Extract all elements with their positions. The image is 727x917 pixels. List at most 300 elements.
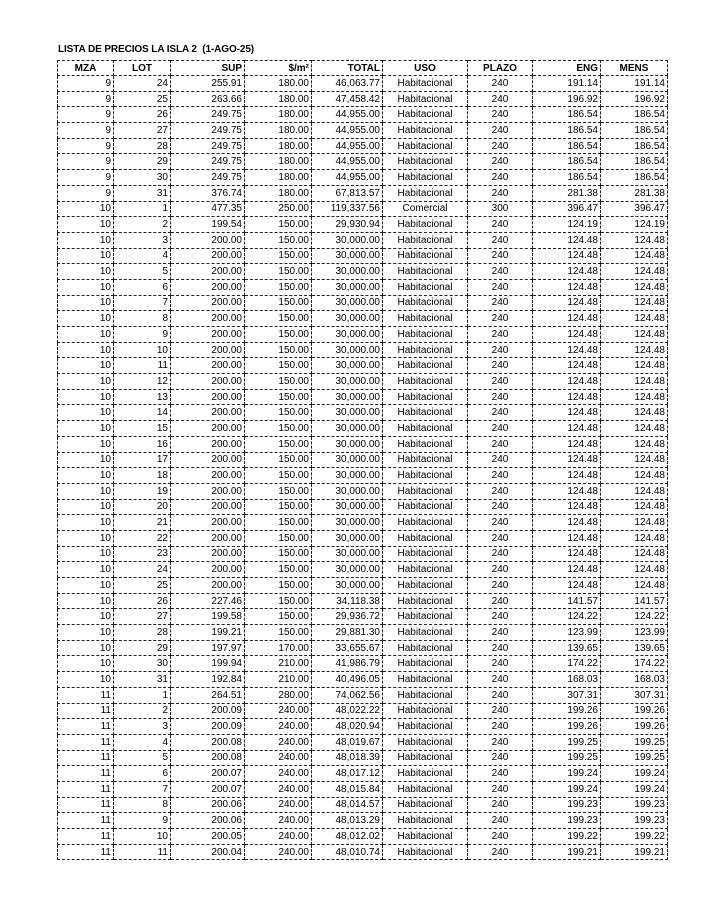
cell-eng: 199.24 — [533, 766, 601, 782]
cell-sup: 200.00 — [171, 311, 245, 327]
cell-eng: 124.48 — [533, 483, 601, 499]
cell-lot: 6 — [114, 766, 171, 782]
cell-total: 30,000.00 — [312, 248, 383, 264]
cell-price-per-m2: 150.00 — [245, 389, 312, 405]
cell-sup: 249.75 — [171, 170, 245, 186]
cell-sup: 200.00 — [171, 530, 245, 546]
cell-lot: 5 — [114, 264, 171, 280]
table-row — [58, 138, 668, 154]
cell-mens: 199.26 — [601, 703, 668, 719]
cell-uso: Habitacional — [383, 389, 468, 405]
cell-mens: 396.47 — [601, 201, 668, 217]
cell-plazo: 240 — [468, 578, 533, 594]
cell-plazo: 240 — [468, 389, 533, 405]
column-header-eng: ENG — [533, 61, 601, 76]
cell-eng: 124.48 — [533, 499, 601, 515]
cell-price-per-m2: 180.00 — [245, 170, 312, 186]
cell-mza: 11 — [58, 734, 114, 750]
cell-lot: 1 — [114, 201, 171, 217]
table-row — [58, 562, 668, 578]
cell-mens: 123.99 — [601, 625, 668, 641]
cell-plazo: 240 — [468, 750, 533, 766]
table-row — [58, 813, 668, 829]
cell-sup: 200.07 — [171, 766, 245, 782]
cell-price-per-m2: 150.00 — [245, 311, 312, 327]
cell-price-per-m2: 150.00 — [245, 483, 312, 499]
cell-plazo: 240 — [468, 640, 533, 656]
cell-uso: Habitacional — [383, 91, 468, 107]
cell-sup: 249.75 — [171, 138, 245, 154]
cell-price-per-m2: 210.00 — [245, 656, 312, 672]
cell-mza: 11 — [58, 813, 114, 829]
cell-price-per-m2: 240.00 — [245, 829, 312, 845]
cell-sup: 200.09 — [171, 703, 245, 719]
table-row — [58, 499, 668, 515]
cell-uso: Habitacional — [383, 107, 468, 123]
cell-eng: 124.48 — [533, 279, 601, 295]
cell-sup: 192.84 — [171, 672, 245, 688]
cell-lot: 7 — [114, 781, 171, 797]
cell-uso: Habitacional — [383, 76, 468, 92]
cell-sup: 200.00 — [171, 358, 245, 374]
table-row — [58, 107, 668, 123]
cell-uso: Habitacional — [383, 499, 468, 515]
cell-price-per-m2: 210.00 — [245, 672, 312, 688]
cell-eng: 124.48 — [533, 358, 601, 374]
cell-mza: 11 — [58, 750, 114, 766]
cell-uso: Habitacional — [383, 436, 468, 452]
cell-plazo: 240 — [468, 107, 533, 123]
cell-uso: Habitacional — [383, 279, 468, 295]
table-row — [58, 389, 668, 405]
cell-eng: 124.48 — [533, 562, 601, 578]
cell-total: 30,000.00 — [312, 342, 383, 358]
cell-price-per-m2: 180.00 — [245, 107, 312, 123]
cell-sup: 199.58 — [171, 609, 245, 625]
cell-eng: 124.22 — [533, 609, 601, 625]
cell-lot: 4 — [114, 734, 171, 750]
cell-price-per-m2: 240.00 — [245, 703, 312, 719]
cell-plazo: 240 — [468, 405, 533, 421]
cell-plazo: 240 — [468, 609, 533, 625]
table-row — [58, 154, 668, 170]
cell-uso: Habitacional — [383, 374, 468, 390]
cell-plazo: 240 — [468, 468, 533, 484]
cell-price-per-m2: 150.00 — [245, 468, 312, 484]
cell-mens: 196.92 — [601, 91, 668, 107]
cell-eng: 124.48 — [533, 578, 601, 594]
cell-mens: 124.48 — [601, 311, 668, 327]
cell-total: 119,337.56 — [312, 201, 383, 217]
cell-uso: Habitacional — [383, 138, 468, 154]
cell-eng: 168.03 — [533, 672, 601, 688]
table-row — [58, 468, 668, 484]
cell-mens: 124.48 — [601, 452, 668, 468]
table-row — [58, 640, 668, 656]
cell-total: 46,063.77 — [312, 76, 383, 92]
cell-uso: Habitacional — [383, 123, 468, 139]
cell-uso: Habitacional — [383, 672, 468, 688]
cell-lot: 2 — [114, 703, 171, 719]
cell-price-per-m2: 240.00 — [245, 750, 312, 766]
cell-sup: 197.97 — [171, 640, 245, 656]
cell-eng: 199.23 — [533, 797, 601, 813]
table-body — [58, 76, 668, 860]
cell-eng: 124.48 — [533, 436, 601, 452]
cell-plazo: 240 — [468, 311, 533, 327]
cell-mza: 10 — [58, 295, 114, 311]
column-header-plazo: PLAZO — [468, 61, 533, 76]
cell-mza: 10 — [58, 201, 114, 217]
cell-total: 30,000.00 — [312, 389, 383, 405]
column-header-total: TOTAL — [312, 61, 383, 76]
cell-plazo: 240 — [468, 546, 533, 562]
cell-uso: Habitacional — [383, 578, 468, 594]
table-row — [58, 76, 668, 92]
cell-sup: 200.00 — [171, 452, 245, 468]
cell-uso: Habitacional — [383, 327, 468, 343]
cell-sup: 249.75 — [171, 154, 245, 170]
table-row — [58, 593, 668, 609]
cell-eng: 199.25 — [533, 734, 601, 750]
cell-mens: 124.48 — [601, 483, 668, 499]
cell-sup: 200.00 — [171, 279, 245, 295]
cell-price-per-m2: 240.00 — [245, 766, 312, 782]
table-row — [58, 374, 668, 390]
cell-total: 30,000.00 — [312, 311, 383, 327]
cell-uso: Habitacional — [383, 829, 468, 845]
cell-uso: Habitacional — [383, 734, 468, 750]
cell-lot: 11 — [114, 844, 171, 860]
column-header-uso: USO — [383, 61, 468, 76]
cell-lot: 27 — [114, 609, 171, 625]
cell-uso: Habitacional — [383, 358, 468, 374]
cell-mens: 124.48 — [601, 436, 668, 452]
cell-uso: Habitacional — [383, 342, 468, 358]
cell-price-per-m2: 250.00 — [245, 201, 312, 217]
cell-mens: 199.24 — [601, 766, 668, 782]
cell-mza: 10 — [58, 530, 114, 546]
cell-uso: Habitacional — [383, 766, 468, 782]
cell-uso: Habitacional — [383, 452, 468, 468]
cell-eng: 123.99 — [533, 625, 601, 641]
table-row — [58, 672, 668, 688]
cell-plazo: 240 — [468, 170, 533, 186]
cell-total: 48,017.12 — [312, 766, 383, 782]
table-row — [58, 201, 668, 217]
cell-mens: 186.54 — [601, 123, 668, 139]
cell-uso: Habitacional — [383, 295, 468, 311]
cell-sup: 264.51 — [171, 687, 245, 703]
table-row — [58, 829, 668, 845]
cell-total: 48,015.84 — [312, 781, 383, 797]
cell-plazo: 240 — [468, 358, 533, 374]
table-row — [58, 483, 668, 499]
cell-mens: 141.57 — [601, 593, 668, 609]
cell-plazo: 240 — [468, 436, 533, 452]
cell-price-per-m2: 180.00 — [245, 185, 312, 201]
cell-mza: 9 — [58, 76, 114, 92]
cell-total: 30,000.00 — [312, 515, 383, 531]
cell-price-per-m2: 150.00 — [245, 279, 312, 295]
cell-total: 48,020.94 — [312, 719, 383, 735]
cell-total: 30,000.00 — [312, 327, 383, 343]
cell-sup: 199.54 — [171, 217, 245, 233]
cell-eng: 124.48 — [533, 327, 601, 343]
cell-lot: 26 — [114, 593, 171, 609]
cell-lot: 3 — [114, 719, 171, 735]
cell-plazo: 240 — [468, 91, 533, 107]
cell-plazo: 240 — [468, 264, 533, 280]
cell-mza: 10 — [58, 311, 114, 327]
cell-lot: 21 — [114, 515, 171, 531]
cell-mza: 10 — [58, 389, 114, 405]
cell-plazo: 240 — [468, 530, 533, 546]
cell-total: 33,655.67 — [312, 640, 383, 656]
cell-uso: Habitacional — [383, 405, 468, 421]
cell-plazo: 300 — [468, 201, 533, 217]
cell-eng: 186.54 — [533, 170, 601, 186]
cell-sup: 200.05 — [171, 829, 245, 845]
cell-lot: 16 — [114, 436, 171, 452]
cell-total: 30,000.00 — [312, 358, 383, 374]
cell-mza: 10 — [58, 468, 114, 484]
cell-eng: 124.48 — [533, 248, 601, 264]
cell-mens: 124.48 — [601, 421, 668, 437]
table-row — [58, 781, 668, 797]
cell-mens: 139.65 — [601, 640, 668, 656]
cell-eng: 186.54 — [533, 107, 601, 123]
cell-total: 30,000.00 — [312, 421, 383, 437]
cell-lot: 1 — [114, 687, 171, 703]
cell-mens: 124.48 — [601, 327, 668, 343]
cell-total: 30,000.00 — [312, 436, 383, 452]
cell-eng: 307.31 — [533, 687, 601, 703]
cell-eng: 199.21 — [533, 844, 601, 860]
table-row — [58, 358, 668, 374]
cell-lot: 14 — [114, 405, 171, 421]
cell-eng: 124.48 — [533, 295, 601, 311]
cell-mens: 199.26 — [601, 719, 668, 735]
cell-eng: 124.19 — [533, 217, 601, 233]
table-row — [58, 578, 668, 594]
cell-uso: Habitacional — [383, 813, 468, 829]
cell-mza: 9 — [58, 107, 114, 123]
cell-eng: 124.48 — [533, 468, 601, 484]
cell-uso: Habitacional — [383, 656, 468, 672]
cell-sup: 200.00 — [171, 232, 245, 248]
cell-price-per-m2: 240.00 — [245, 813, 312, 829]
cell-mza: 10 — [58, 515, 114, 531]
cell-mens: 199.25 — [601, 750, 668, 766]
cell-total: 34,118.38 — [312, 593, 383, 609]
cell-plazo: 240 — [468, 656, 533, 672]
cell-mens: 199.22 — [601, 829, 668, 845]
cell-eng: 124.48 — [533, 374, 601, 390]
cell-plazo: 240 — [468, 123, 533, 139]
cell-mens: 124.48 — [601, 546, 668, 562]
cell-lot: 25 — [114, 91, 171, 107]
cell-plazo: 240 — [468, 248, 533, 264]
table-row — [58, 405, 668, 421]
cell-plazo: 240 — [468, 342, 533, 358]
table-row — [58, 342, 668, 358]
cell-lot: 12 — [114, 374, 171, 390]
cell-mens: 186.54 — [601, 154, 668, 170]
cell-mza: 11 — [58, 719, 114, 735]
cell-uso: Habitacional — [383, 154, 468, 170]
cell-sup: 200.08 — [171, 750, 245, 766]
cell-eng: 124.48 — [533, 405, 601, 421]
cell-eng: 196.92 — [533, 91, 601, 107]
cell-eng: 124.48 — [533, 452, 601, 468]
cell-uso: Habitacional — [383, 640, 468, 656]
cell-eng: 124.48 — [533, 546, 601, 562]
cell-price-per-m2: 150.00 — [245, 232, 312, 248]
cell-sup: 200.06 — [171, 797, 245, 813]
column-header-mens: MENS — [601, 61, 668, 76]
cell-sup: 200.00 — [171, 295, 245, 311]
cell-total: 48,022.22 — [312, 703, 383, 719]
table-row — [58, 248, 668, 264]
cell-total: 30,000.00 — [312, 468, 383, 484]
cell-plazo: 240 — [468, 593, 533, 609]
cell-plazo: 240 — [468, 327, 533, 343]
cell-sup: 200.00 — [171, 389, 245, 405]
cell-lot: 18 — [114, 468, 171, 484]
cell-sup: 263.66 — [171, 91, 245, 107]
table-row — [58, 436, 668, 452]
cell-price-per-m2: 150.00 — [245, 530, 312, 546]
cell-uso: Habitacional — [383, 170, 468, 186]
cell-plazo: 240 — [468, 719, 533, 735]
cell-plazo: 240 — [468, 703, 533, 719]
cell-lot: 4 — [114, 248, 171, 264]
table-row — [58, 703, 668, 719]
cell-eng: 124.48 — [533, 311, 601, 327]
cell-total: 29,881.30 — [312, 625, 383, 641]
cell-mza: 9 — [58, 91, 114, 107]
table-row — [58, 844, 668, 860]
cell-uso: Habitacional — [383, 687, 468, 703]
cell-plazo: 240 — [468, 766, 533, 782]
cell-lot: 19 — [114, 483, 171, 499]
cell-price-per-m2: 150.00 — [245, 593, 312, 609]
cell-mza: 9 — [58, 138, 114, 154]
cell-mens: 199.21 — [601, 844, 668, 860]
cell-uso: Comercial — [383, 201, 468, 217]
cell-price-per-m2: 150.00 — [245, 578, 312, 594]
cell-plazo: 240 — [468, 499, 533, 515]
table-row — [58, 279, 668, 295]
cell-mza: 11 — [58, 797, 114, 813]
cell-total: 44,955.00 — [312, 170, 383, 186]
cell-plazo: 240 — [468, 295, 533, 311]
cell-sup: 200.00 — [171, 546, 245, 562]
cell-price-per-m2: 280.00 — [245, 687, 312, 703]
cell-sup: 200.08 — [171, 734, 245, 750]
cell-mens: 186.54 — [601, 107, 668, 123]
column-header-lot: LOT — [114, 61, 171, 76]
document-title: LISTA DE PRECIOS LA ISLA 2 (1-AGO-25) — [58, 44, 255, 55]
table-row — [58, 766, 668, 782]
cell-mens: 124.48 — [601, 468, 668, 484]
cell-lot: 2 — [114, 217, 171, 233]
cell-total: 48,010.74 — [312, 844, 383, 860]
cell-eng: 124.48 — [533, 421, 601, 437]
cell-mza: 11 — [58, 703, 114, 719]
cell-sup: 200.09 — [171, 719, 245, 735]
cell-eng: 186.54 — [533, 154, 601, 170]
cell-sup: 200.00 — [171, 578, 245, 594]
cell-total: 30,000.00 — [312, 232, 383, 248]
cell-total: 44,955.00 — [312, 123, 383, 139]
cell-mza: 10 — [58, 483, 114, 499]
cell-lot: 10 — [114, 342, 171, 358]
cell-sup: 200.00 — [171, 405, 245, 421]
cell-sup: 200.04 — [171, 844, 245, 860]
cell-uso: Habitacional — [383, 232, 468, 248]
table-row — [58, 185, 668, 201]
cell-plazo: 240 — [468, 483, 533, 499]
cell-eng: 124.48 — [533, 530, 601, 546]
table-row — [58, 687, 668, 703]
cell-mens: 199.24 — [601, 781, 668, 797]
cell-lot: 10 — [114, 829, 171, 845]
cell-mza: 10 — [58, 546, 114, 562]
cell-mza: 9 — [58, 154, 114, 170]
cell-total: 30,000.00 — [312, 295, 383, 311]
cell-sup: 376.74 — [171, 185, 245, 201]
cell-mens: 168.03 — [601, 672, 668, 688]
cell-mza: 10 — [58, 217, 114, 233]
cell-total: 44,955.00 — [312, 138, 383, 154]
cell-uso: Habitacional — [383, 844, 468, 860]
table-row — [58, 530, 668, 546]
cell-mens: 124.48 — [601, 530, 668, 546]
cell-lot: 29 — [114, 154, 171, 170]
cell-price-per-m2: 150.00 — [245, 499, 312, 515]
cell-mza: 10 — [58, 342, 114, 358]
table-header-row — [58, 61, 668, 76]
cell-lot: 25 — [114, 578, 171, 594]
table-row — [58, 719, 668, 735]
cell-lot: 28 — [114, 138, 171, 154]
table-row — [58, 750, 668, 766]
cell-lot: 26 — [114, 107, 171, 123]
cell-uso: Habitacional — [383, 703, 468, 719]
cell-mens: 281.38 — [601, 185, 668, 201]
cell-mens: 124.48 — [601, 232, 668, 248]
cell-uso: Habitacional — [383, 546, 468, 562]
cell-sup: 200.00 — [171, 374, 245, 390]
cell-price-per-m2: 240.00 — [245, 781, 312, 797]
cell-eng: 199.26 — [533, 703, 601, 719]
cell-price-per-m2: 240.00 — [245, 844, 312, 860]
cell-lot: 24 — [114, 562, 171, 578]
cell-plazo: 240 — [468, 562, 533, 578]
cell-uso: Habitacional — [383, 515, 468, 531]
cell-uso: Habitacional — [383, 248, 468, 264]
cell-sup: 227.46 — [171, 593, 245, 609]
cell-price-per-m2: 170.00 — [245, 640, 312, 656]
cell-mens: 174.22 — [601, 656, 668, 672]
cell-price-per-m2: 150.00 — [245, 248, 312, 264]
cell-eng: 281.38 — [533, 185, 601, 201]
cell-price-per-m2: 150.00 — [245, 405, 312, 421]
cell-mens: 199.25 — [601, 734, 668, 750]
cell-mens: 191.14 — [601, 76, 668, 92]
